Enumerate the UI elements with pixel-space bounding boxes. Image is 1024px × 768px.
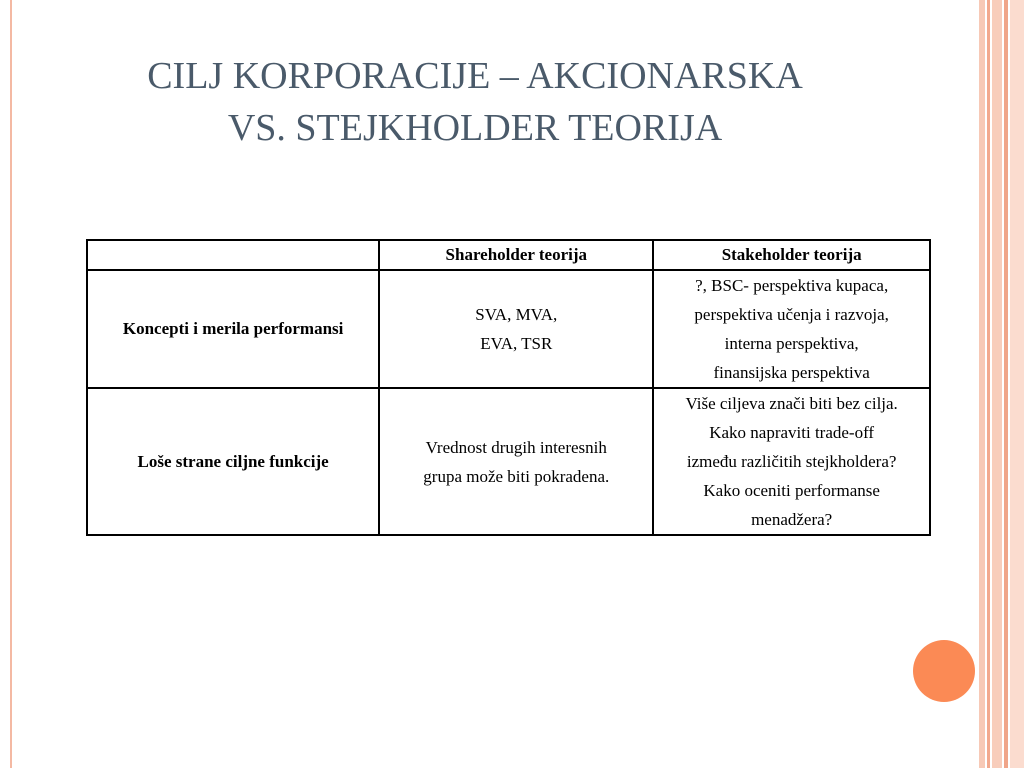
table-header-stakeholder: Stakeholder teorija [653,240,930,270]
cell-line: ?, BSC- perspektiva kupaca, [695,276,889,295]
slide-title-line-2: VS. STEJKHOLDER TEORIJA [227,107,723,149]
slide-title-line-1: CILJ KORPORACIJE – AKCIONARSKA [147,55,803,97]
table-cell-shareholder [379,270,653,388]
cell-line: Vrednost drugih interesnih [425,437,607,457]
table-cell-shareholder [379,388,653,535]
table-header-row [87,240,930,270]
slide-title [60,50,890,154]
row-label: Koncepti i merila performansi [87,270,379,388]
right-decor-stripe [1010,0,1024,768]
cell-line: finansijska perspektiva [713,363,870,382]
cell-line: menadžera? [751,510,833,529]
row-label: Loše strane ciljne funkcije [87,388,379,535]
cell-line: grupa može biti pokradena. [423,466,610,486]
right-decor-stripe [992,0,1002,768]
table-row [87,388,930,535]
cell-line: Kako oceniti performanse [703,481,880,500]
accent-circle [913,640,975,702]
cell-line: perspektiva učenja i razvoja, [694,305,889,324]
cell-line: između različitih stejkholdera? [686,452,897,471]
left-decor-line [10,0,12,768]
right-decor-stripe [1004,0,1008,768]
cell-line: Više ciljeva znači biti bez cilja. [685,394,898,413]
table-header-shareholder: Shareholder teorija [379,240,653,270]
right-decor-stripe [979,0,985,768]
cell-line: SVA, MVA, [475,305,558,324]
table-cell-stakeholder [653,270,930,388]
comparison-table [86,239,931,536]
table-row [87,270,930,388]
cell-line: interna perspektiva, [724,334,859,353]
table-cell-stakeholder [653,388,930,535]
right-decor-stripe [987,0,990,768]
cell-line: EVA, TSR [480,334,553,353]
cell-line: Kako napraviti trade-off [709,423,875,442]
table-header-corner [87,240,379,270]
